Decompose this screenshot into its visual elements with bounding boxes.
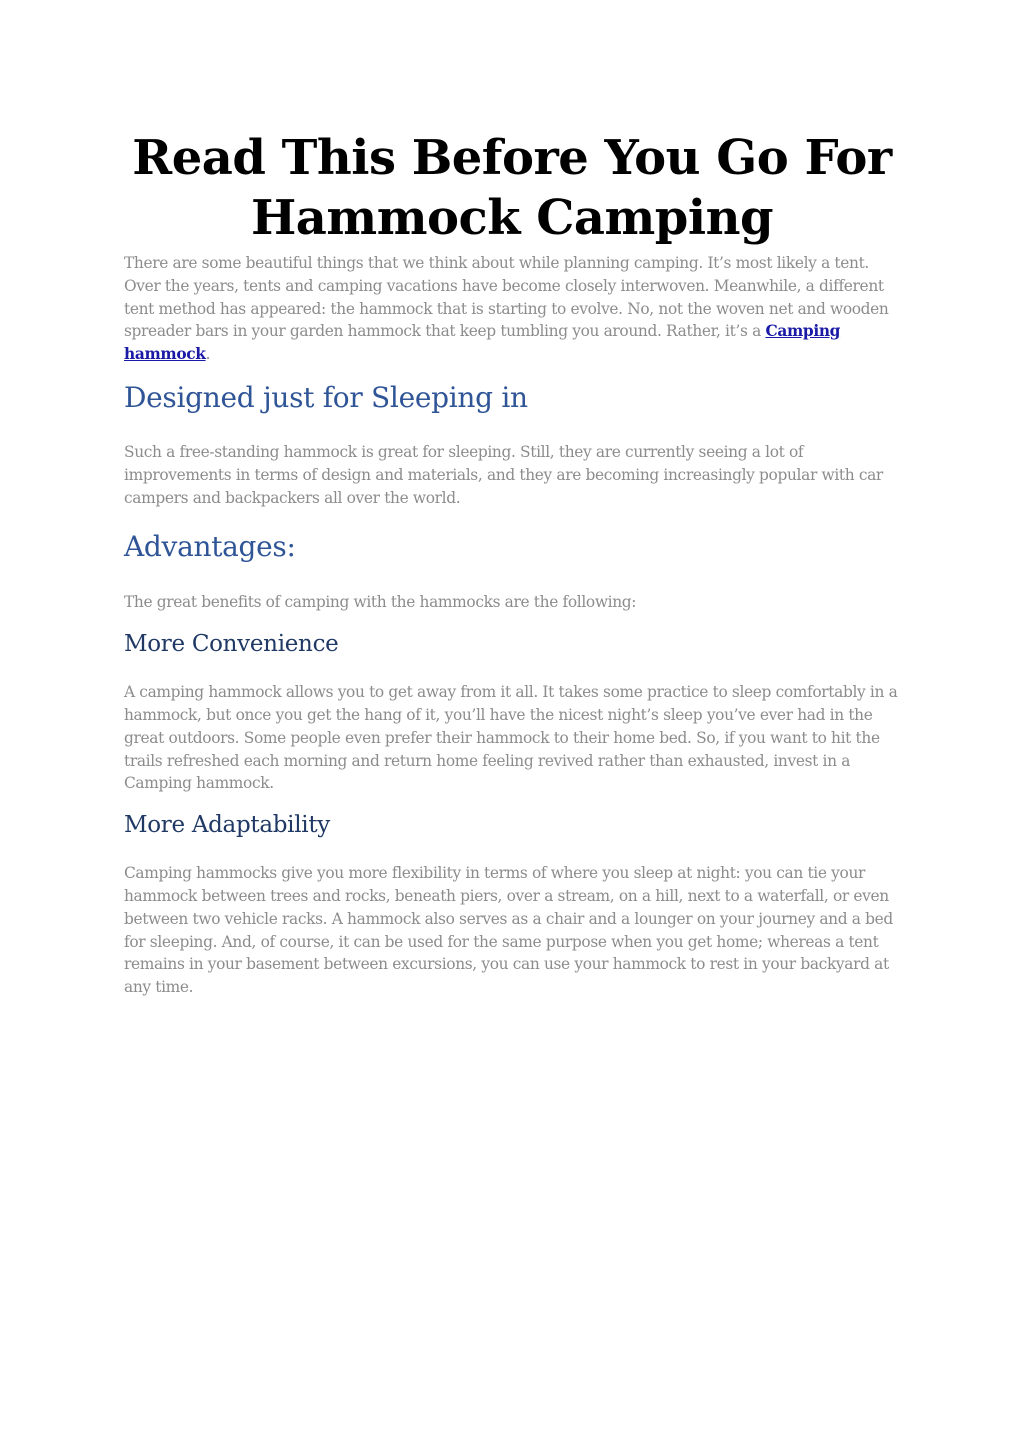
subsection-heading-convenience: More Convenience	[124, 631, 339, 658]
title-line-2: Hammock Camping	[250, 190, 774, 246]
document-page	[124, 128, 900, 999]
intro-paragraph	[124, 252, 900, 366]
subsection-heading-adaptability: More Adaptability	[124, 812, 330, 839]
intro-text: There are some beautiful things that we think about while planning camping. It’s most likely a tent. Over the years, tents and camping vacations have become closely interwoven. Meanwhile, a different tent method has appeared: the hammock that is starting to evolve. No, not the woven net and wooden spreader bars in your garden hammock that keep tumbling you around. Rather, it’s a	[124, 254, 889, 341]
title-line-1: Read This Before You Go For	[132, 130, 892, 186]
subsection-body-adaptability: Camping hammocks give you more flexibility in terms of where you sleep at night: you can tie your hammock between trees and rocks, beneath piers, over a stream, on a hill, next to a waterfall, or even between two vehicle racks. A hammock also serves as a chair and a lounger on your journey and a bed for sleeping. And, of course, it can be used for the same purpose when you get home; whereas a tent remains in your basement between excursions, you can use your hammock to rest in your backyard at any time.	[124, 864, 893, 997]
camping-hammock-link[interactable]: Camping hammock	[124, 322, 841, 364]
section-body-advantages: The great benefits of camping with the hammocks are the following:	[124, 593, 637, 612]
subsection-body-convenience: A camping hammock allows you to get away from it all. It takes some practice to sleep comfortably in a hammock, but once you get the hang of it, you’ll have the nicest night’s sleep you’ve ever had in the great outdoors. Some people even prefer their hammock to their home bed. So, if you want to hit the trails refreshed each morning and return home feeling revived rather than exhausted, invest in a Camping hammock.	[124, 683, 898, 793]
section-body-designed: Such a free-standing hammock is great for sleeping. Still, they are currently seeing a lot of improvements in terms of design and materials, and they are becoming increasingly popular with car campers and backpackers all over the world.	[124, 442, 883, 507]
section-heading-advantages: Advantages:	[124, 530, 296, 564]
intro-after-link: .	[205, 345, 211, 364]
page-title	[124, 128, 900, 248]
section-heading-designed: Designed just for Sleeping in	[124, 380, 528, 414]
